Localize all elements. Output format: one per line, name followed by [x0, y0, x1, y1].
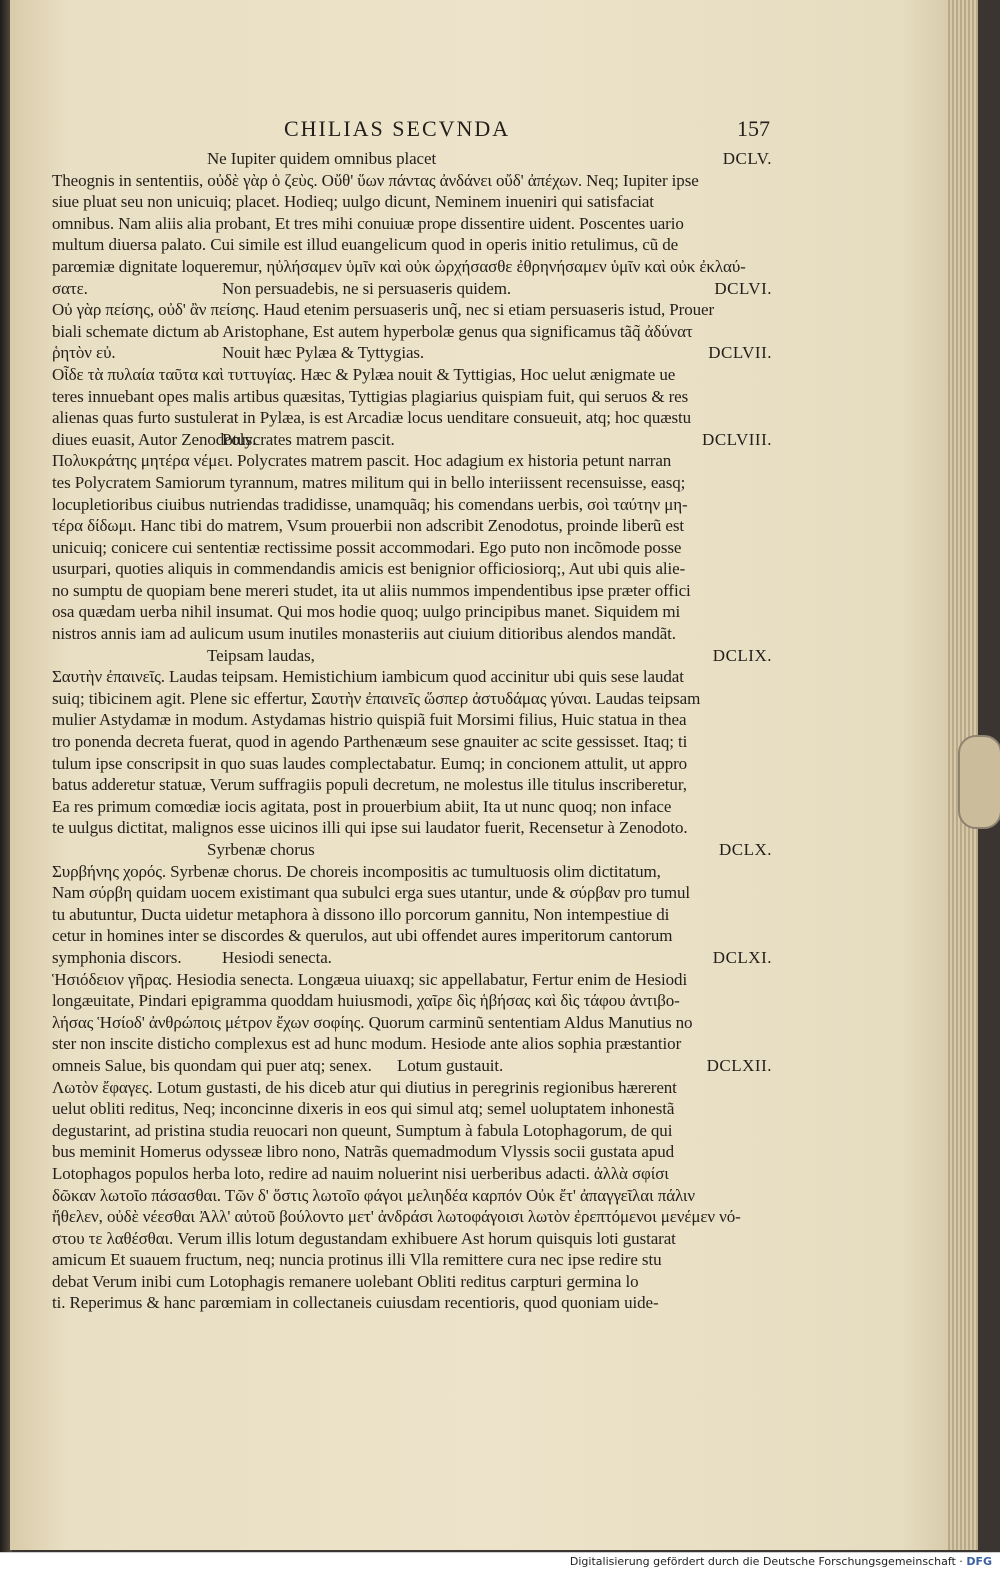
text-line: Λωτὸν ἔφαγες. Lotum gustasti, de his diceb atur qui diutius in peregrinis regionibus hærerent — [52, 1077, 677, 1097]
text-line: δῶκαν λωτοῖο πάσασθαι. Τῶν δ' ὅστις λωτοῖο φάγοι μελιηδέα καρπόν Οὐκ ἔτ' ἀπαγγεῖλαι πάλιν — [52, 1185, 695, 1205]
text-line: ster non inscite disticho complexus est ad hunc modum. Hesiode ante alios sophia præstantior — [52, 1034, 682, 1054]
adage-heading-with-text — [52, 429, 780, 451]
text-line: Συρβήνης χορός. Syrbenæ chorus. De choreis incompositis ac tumultuosis olim dictitatum, — [52, 861, 661, 881]
adage-heading-with-text — [52, 947, 780, 969]
text-line: parœmiæ dignitate loqueremur, ηὐλήσαμεν ὑμῖν καὶ οὐκ ὠρχήσασθε ἐθρηνήσαμεν ὑμῖν καὶ οὐκ ἐκλαύ- — [52, 256, 746, 276]
text-line: omnibus. Nam aliis alia probant, Et tres mihi conuiuæ prope dissentire uident. Poscentes uario — [52, 213, 684, 233]
text-line: Οἶδε τὰ πυλαία ταῦτα καὶ τυττυγίας. Hæc & Pylæa nouit & Tyttigias, Hoc uelut ænigmate ue — [52, 364, 676, 384]
adage-title: Non persuadebis, ne si persuaseris quidem. — [222, 278, 511, 298]
text-line: Nam σύρβη quidam uocem existimant qua subulci erga sues utantur, unde & σύρβαν pro tumul — [52, 883, 690, 903]
text-line-end: ῥητὸν εὐ. — [52, 343, 116, 363]
text-line: osa quædam uerba nihil insumat. Qui mos hodie quoq; uulgo principibus manet. Siquidem mi — [52, 602, 681, 622]
text-line: ti. Reperimus & hanc parœmiam in collectaneis cuiusdam recentioris, quod quoniam uide- — [52, 1293, 659, 1313]
text-line: Σαυτὴν ἐπαινεῖς. Laudas teipsam. Hemistichium iambicum quod accinitur ubi quis sese laudat — [52, 667, 684, 687]
adage-number: DCLXI. — [712, 947, 772, 967]
text-line: Πολυκράτης μητέρα νέμει. Polycrates matrem pascit. Hoc adagium ex historia petunt narran — [52, 451, 672, 471]
text-line: usurpari, quoties aliquis in commendandis amicis est benignior officiosiorq;, Aut ubi quis alie- — [52, 559, 686, 579]
text-line: amicum Et suauem fructum, neq; nuncia protinus illi Vlla remittere cura nec ipse redire stu — [52, 1250, 662, 1270]
text-line: no sumptu de quopiam bene mereri studet, ita ut aliis nummos impendentibus ipse præter offici — [52, 580, 691, 600]
text-line: siue pluat seu non unicuiq; placet. Hodieq; uulgo dicunt, Neminem inueniri qui satisfaciat — [52, 192, 654, 212]
text-line: multum diuersa palato. Cui simile est illud euangelicum quod in operis initio retulimus, cũ de — [52, 235, 679, 255]
text-line: tulum ipse conscripsit in quo suas laudes complectabatur. Eumq; in concionem attulit, ut appro — [52, 753, 688, 773]
adage-title: Nouit hæc Pylæa & Tyttygias. — [222, 343, 425, 363]
text-line: debat Verum inibi cum Lotophagis remanere uolebant Obliti reditus carpturi germina lo — [52, 1271, 639, 1291]
text-line: longæuitate, Pindari epigramma quoddam huiusmodi, χαῖρε δὶς ἡβήσας καὶ δὶς τάφου ἀντιβο- — [52, 991, 680, 1011]
text-line: batus adderetur statuæ, Verum suffragiis populi decretum, ne molestus ille titulus inscriberetur, — [52, 775, 687, 795]
text-line-end: omneis Salue, bis quondam qui puer atq; senex. — [52, 1055, 372, 1075]
text-line: degustarint, ad pristina studia reuocari non queunt, Sumptum à fabula Lotophagorum, de qui — [52, 1120, 673, 1140]
text-line: teres innuebant opes malis artibus quæsitas, Tyttigias plagiarius quispiam fuit, qui seruos & res — [52, 386, 689, 406]
text-line: τέρα δίδωμι. Hanc tibi do matrem, Vsum prouerbii non adscribit Zenodotus, proinde liberũ est — [52, 516, 684, 536]
adage-heading-with-text — [52, 278, 780, 300]
adage-title: Polycrates matrem pascit. — [222, 429, 395, 449]
text-line: bus meminit Homerus odysseæ libro nono, Natrãs quemadmodum Vlyssis socii gustata apud — [52, 1142, 675, 1162]
footer-credit — [570, 1555, 992, 1568]
text-line: biali schemate dictum ab Aristophane, Est autem hyperbolæ genus qua significamus tãq̃ ἀδύνατ — [52, 321, 693, 341]
adage-title: Ne Iupiter quidem omnibus placet — [207, 149, 437, 168]
running-head — [52, 112, 780, 148]
adage-heading — [52, 148, 780, 170]
adage-number: DCLVIII. — [702, 429, 772, 449]
text-line-end: diues euasit, Autor Zenodotus. — [52, 429, 257, 449]
adage-heading — [52, 645, 780, 667]
text-line: cetur in homines inter se discordes & querulos, aut ubi offendet aures imperitorum cantorum — [52, 926, 673, 946]
text-line: Ἡσιόδειον γῆρας. Hesiodia senecta. Longæua uiuaxq; sic appellabatur, Fertur enim de Hesiodi — [52, 969, 688, 989]
adage-heading-with-text — [52, 342, 780, 364]
adage-heading-with-text — [52, 1055, 780, 1077]
adage-title: Hesiodi senecta. — [222, 947, 332, 967]
text-line: Οὐ γὰρ πείσης, οὐδ' ἂν πείσης. Haud etenim persuaseris unq̃, nec si etiam persuaseris istud, Prouer — [52, 300, 715, 320]
text-line: tes Polycratem Samiorum tyrannum, matres militum qui in bello interiissent recensuisse, easq; — [52, 472, 686, 492]
text-line: Ea res primum comœdiæ iocis agitata, post in prouerbium abiit, Ita ut nunc quoq; non inface — [52, 796, 672, 816]
text-line: te uulgus dictitat, malignos esse uicinos illi qui ipse sui laudator fuerit, Recensetur à Zenodoto. — [52, 818, 688, 838]
text-line: tro ponenda decreta fuerat, quod in agendo Parthenæum sese gnauiter ac scite gessisset. Itaq; ti — [52, 732, 688, 752]
text-line: στου τε λαθέσθαι. Verum illis lotum degustandam exhibuere Ast horum quisquis loti gustarat — [52, 1228, 676, 1248]
text-line-end: σατε. — [52, 278, 88, 298]
text-line: Lotophagos populos herba loto, redire ad nauim noluerint nisi uerberibus adacti. ἀλλὰ σφίσι — [52, 1163, 669, 1183]
text-line: λήσας Ἡσίοδ' ἀνθρώποις μέτρον ἔχων σοφίης. Quorum carminũ sententiam Aldus Manutius no — [52, 1012, 693, 1032]
text-line: alienas quas furto sustulerat in Pylæa, is est Arcadiæ locus uenditare consueuit, atq; hoc quæstu — [52, 408, 692, 428]
running-title: CHILIAS SECVNDA — [284, 116, 511, 141]
dfg-logo: DFG — [966, 1555, 992, 1568]
body-lines — [52, 148, 780, 1314]
adage-title: Syrbenæ chorus — [207, 840, 315, 859]
text-line: Theognis in sententiis, οὐδὲ γὰρ ὁ ζεὺς. Οὔθ' ὕων πάντας ἀνδάνει οὔδ' ἀπέχων. Neq; Iupiter ipse — [52, 170, 699, 190]
text-line-end: symphonia discors. — [52, 947, 182, 967]
adage-title: Lotum gustauit. — [397, 1055, 504, 1075]
adage-heading — [52, 839, 780, 861]
text-line: ἤθελεν, οὐδὲ νέεσθαι Ἀλλ' αὐτοῦ βούλοντο μετ' ἀνδράσι λωτοφάγοισι λωτὸν ἐρεπτόμενοι μενέμεν νό- — [52, 1207, 741, 1227]
book-clasp — [958, 735, 1000, 829]
adage-title: Teipsam laudas, — [207, 645, 315, 665]
adage-number: DCLX. — [718, 840, 772, 859]
adage-number: DCLVI. — [714, 278, 772, 298]
text-line: uelut obliti reditus, Neq; inconcinne dixeris in eos qui simul atq; semel uoluptatem inhonestã — [52, 1099, 675, 1119]
footer-credit-text: Digitalisierung gefördert durch die Deutsche Forschungsgemeinschaft · — [569, 1555, 963, 1568]
page-text-block — [52, 112, 780, 1314]
footer-bar — [0, 1552, 1000, 1571]
text-line: tu abutuntur, Ducta uidetur metaphora à dissono illo porcorum gannitu, Non intempestiue di — [52, 904, 670, 924]
adage-number: DCLXII. — [706, 1055, 772, 1075]
page-number: 157 — [737, 116, 770, 141]
text-line: locupletioribus ciuibus nutriendas tradidisse, unamquãq; his comendans uerbis, σοὶ ταύτην μη- — [52, 494, 688, 514]
text-line: nistros annis iam ad aulicum usum inutiles monasteriis aut ciuium ditioribus alendos mandãt. — [52, 624, 676, 644]
text-line: suiq; tibicinem agit. Plene sic effertur, Σαυτὴν ἐπαινεῖς ὥσπερ ἀστυδάμας γύναι. Laudas teipsam — [52, 688, 701, 708]
text-line: mulier Astydamæ in modum. Astydamas histrio quispiã fuit Morsimi filius, Huic statua in thea — [52, 710, 687, 730]
adage-number: DCLVII. — [708, 343, 772, 363]
adage-number: DCLIX. — [712, 645, 772, 665]
adage-number: DCLV. — [722, 149, 772, 168]
text-line: unicuiq; conicere cui sententiæ rectissime possit accommodari. Ego puto non incõmode posse — [52, 537, 682, 557]
